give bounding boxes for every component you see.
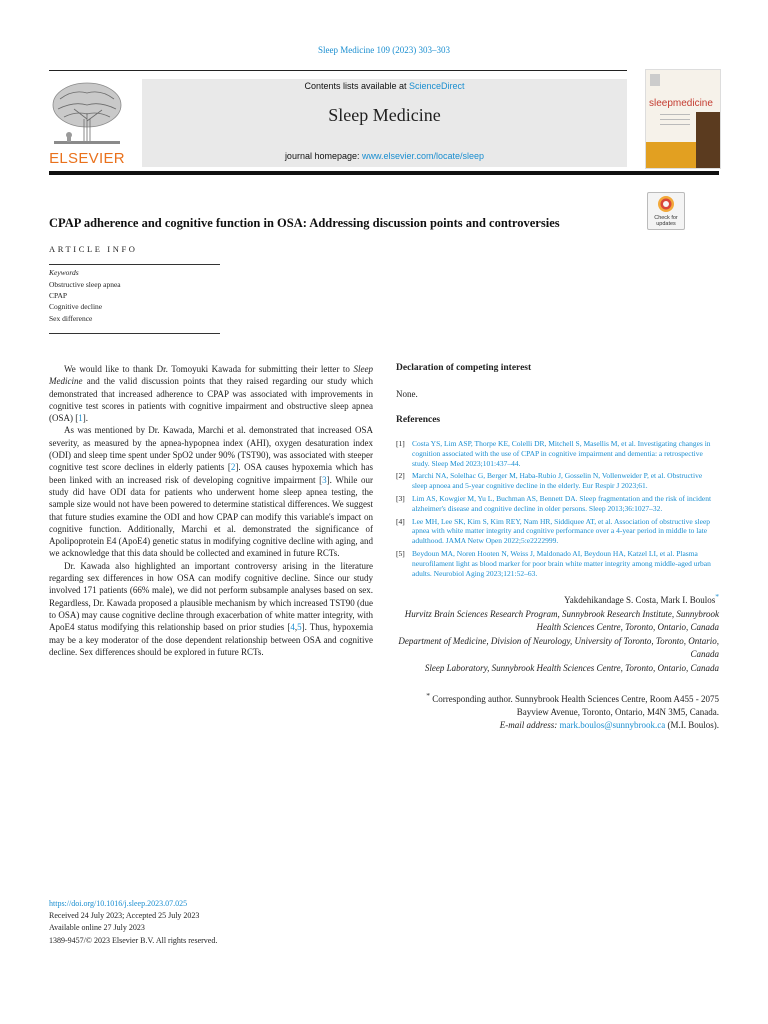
- ref-link-5[interactable]: 5: [297, 622, 302, 633]
- journal-cover-image[interactable]: [645, 69, 721, 169]
- article-info-rule: [49, 264, 220, 265]
- keyword: Obstructive sleep apnea: [49, 280, 121, 289]
- ref-link-4[interactable]: 4: [290, 622, 295, 633]
- updates-label: Check for updates: [654, 215, 678, 227]
- affiliation: Department of Medicine, Division of Neurology, University of Toronto, Toronto, Ontario, Canada: [398, 635, 719, 660]
- keywords-label: Keywords: [49, 268, 79, 277]
- reference-list: [396, 439, 719, 578]
- declaration-heading: Declaration of competing interest: [396, 363, 532, 373]
- header-rule: [49, 70, 627, 71]
- email-link[interactable]: mark.boulos@sunnybrook.ca: [559, 720, 666, 731]
- reference-item: [396, 471, 719, 491]
- keyword: Cognitive decline: [49, 302, 103, 312]
- updates-icon: [648, 193, 684, 215]
- reference-item: [396, 517, 719, 546]
- article-title: CPAP adherence and cognitive function in OSA: Addressing discussion points and controversies: [49, 216, 560, 230]
- keyword: Sex difference: [49, 313, 93, 323]
- body-paragraph: As was mentioned by Dr. Kawada, Marchi et al. demonstrated that increased OSA severity, as measured by the apnea-hypopnea index (AHI), oxygen desaturation index (ODI) and sleep time spent under SpO2 under 90% (TST90), was associated with steeper cognitive test score declines in elderly patients [2]. OSA causes hypoxemia which has been linked with an increased risk of developing cognitive impairment [3]. While our study did have ODI data for patients who underwent home sleep apnea testing, the sample size would not have been powered to determine statistical differences. We suggest that future studies examine the ODI and how CPAP can modify this variable's impact on cognitive function. Additionally, Marchi et al. demonstrated the significance of Apolipoprotein E4 (ApoE4) genetic status in modifying cognitive decline with aging, and we acknowledge that this data should be collected and examined in future RCTs.: [49, 425, 373, 559]
- homepage-line: [142, 151, 627, 161]
- received-dates: Received 24 July 2023; Accepted 25 July 2023: [49, 911, 200, 921]
- reference-number: [2]: [396, 471, 405, 481]
- ref-link-1[interactable]: 1: [78, 413, 83, 424]
- header-thick-rule: [49, 171, 719, 175]
- contents-line: [142, 81, 627, 91]
- contents-prefix: Contents lists available at: [304, 81, 410, 91]
- ref-link-3[interactable]: 3: [322, 474, 327, 485]
- cover-line: [660, 119, 690, 120]
- reference-item: [396, 494, 719, 514]
- corresponding-author-note: * Corresponding author. Sunnybrook Health Sciences Centre, Room A455 - 2075 Bayview Avenue, Toronto, Ontario, M4N 3M5, Canada. E-mail address: mark.boulos@sunnybrook.ca (M.I. Boulos).: [426, 691, 719, 731]
- keywords-list: [49, 279, 121, 324]
- author-block: [396, 590, 719, 675]
- reference-link[interactable]: Costa YS, Lim ASP, Thorpe KE, Colelli DR, Mitchell S, Masellis M, et al. Investigating changes in cognition associated with the use of CPAP in cognitive impairment and dementia: a retrospective study. Sleep Med 2023;101:437–44.: [412, 439, 711, 468]
- publisher-wordmark: ELSEVIER: [49, 150, 125, 167]
- homepage-link[interactable]: www.elsevier.com/locate/sleep: [362, 151, 485, 161]
- reference-number: [3]: [396, 493, 405, 503]
- reference-link[interactable]: Marchi NA, Solelhac G, Berger M, Haba-Rubio J, Gosselin N, Vollenweider P, et al. Obstructive sleep apnoea and 5-year cognitive decline in the elderly. Eur Respir J 2023;61.: [412, 471, 703, 491]
- body-paragraph: Dr. Kawada also highlighted an important controversy arising in the literature regarding sex differences in how OSA can modify cognitive decline. Since our study involved 171 patients (66% male), we did not perform subsample analyses based on sex. Regardless, Dr. Kawada proposed a plausible mechanism by which increased TST90 (due to OSA) may cause cognitive decline through exacerbation of white matter integrity, with ApoE4 status modifying this relationship based on prior studies [4,5]. Thus, hypoxemia may be a key moderator of the dose dependent relationship between OSA and cognitive decline. Sex differences should be explored in future RCTs.: [49, 560, 373, 657]
- reference-item: [396, 439, 719, 468]
- affiliation: Hurvitz Brain Sciences Research Program, Sunnybrook Research Institute, Sunnybrook Health Sciences Centre, Toronto, Ontario, Canada: [404, 608, 719, 633]
- reference-link[interactable]: Lee MH, Lee SK, Kim S, Kim REY, Nam HR, Siddiquee AT, et al. Association of obstructive sleep apnea with white matter integrity and cognitive performance over a 4-year period in middle to late adulthood. JAMA Netw Open 2022;5:e2222999.: [412, 516, 711, 546]
- journal-citation[interactable]: Sleep Medicine 109 (2023) 303–303: [318, 45, 450, 55]
- cover-photo: [696, 112, 720, 168]
- journal-banner: [142, 79, 627, 167]
- cover-logo: [650, 74, 660, 86]
- cover-title: sleepmedicine: [649, 98, 713, 109]
- references-heading: References: [396, 415, 441, 425]
- check-for-updates-badge[interactable]: [647, 192, 685, 230]
- article-footer: [49, 898, 217, 947]
- reference-link[interactable]: Lim AS, Kowgier M, Yu L, Buchman AS, Bennett DA. Sleep fragmentation and the risk of incident alzheimer's disease and cognitive decline in older persons. Sleep 2013;36:1027–32.: [412, 493, 712, 513]
- journal-name-inline: Sleep Medicine: [49, 364, 373, 387]
- reference-item: [396, 549, 719, 578]
- doi-link[interactable]: https://doi.org/10.1016/j.sleep.2023.07.025: [49, 899, 188, 908]
- cover-line: [660, 124, 690, 125]
- declaration-text: None.: [396, 389, 418, 399]
- journal-name: Sleep Medicine: [328, 105, 441, 125]
- ref-link-2[interactable]: 2: [230, 462, 236, 473]
- reference-link[interactable]: Beydoun MA, Noren Hooten N, Weiss J, Maldonado AI, Beydoun HA, Katzel LI, et al. Plasma neurofilament light as blood marker for poor brain white matter integrity among middle-aged urban adults. Neurobiol Aging 2023;121:52–63.: [412, 548, 711, 578]
- affiliation: Sleep Laboratory, Sunnybrook Health Sciences Centre, Toronto, Ontario, Canada: [424, 662, 719, 673]
- homepage-prefix: journal homepage:: [284, 151, 362, 161]
- cover-line: [660, 114, 690, 115]
- email-label: E-mail address:: [499, 720, 558, 731]
- reference-number: [5]: [396, 548, 405, 558]
- tree-icon: [48, 79, 126, 147]
- keyword: CPAP: [49, 291, 68, 301]
- author-names: Yakdehikandage S. Costa, Mark I. Boulos*: [564, 592, 719, 606]
- reference-number: [1]: [396, 439, 405, 448]
- copyright: 1389-9457/© 2023 Elsevier B.V. All rights reserved.: [49, 935, 218, 945]
- corresponding-marker[interactable]: *: [715, 592, 719, 602]
- publisher-logo[interactable]: [48, 79, 126, 167]
- body-paragraph: We would like to thank Dr. Tomoyuki Kawada for submitting their letter to Sleep Medicine and the valid discussion points that they raised regarding our study which demonstrated that increased adherence to CPAP was associated with improvements in cognitive test scores in patients with cognitive impairment and obstructive sleep apnea (OSA) [1].: [49, 364, 373, 424]
- online-date: Available online 27 July 2023: [49, 923, 145, 933]
- article-info-heading: ARTICLE INFO: [49, 244, 138, 254]
- sciencedirect-link[interactable]: ScienceDirect: [409, 81, 465, 91]
- right-column: [396, 363, 719, 732]
- reference-number: [4]: [396, 516, 405, 526]
- article-info-rule: [49, 333, 220, 334]
- article-body: [49, 363, 373, 658]
